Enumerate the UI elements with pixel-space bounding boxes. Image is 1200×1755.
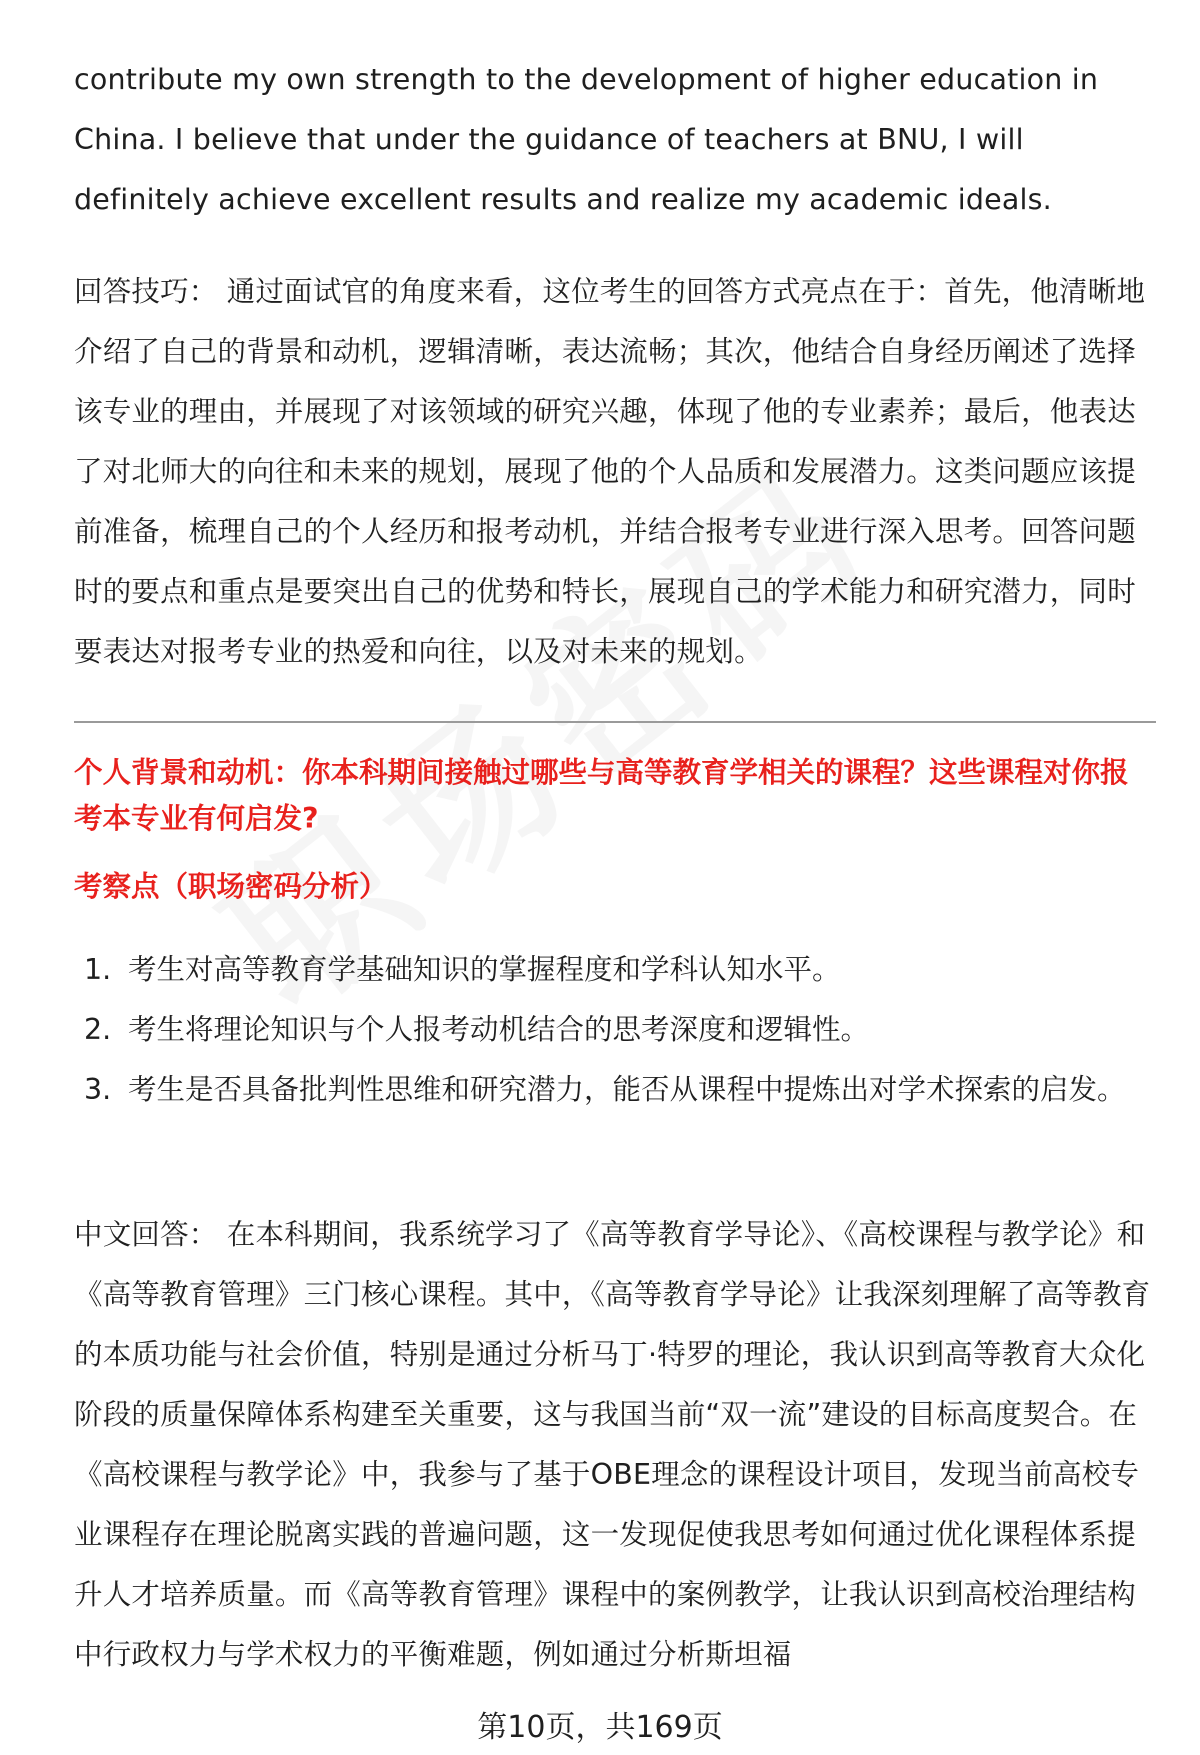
page-footer: 第10页，共169页 (477, 1710, 723, 1745)
list-item (74, 1000, 1154, 1060)
list-item-text: 考生将理论知识与个人报考动机结合的思考深度和逻辑性。 (128, 1013, 870, 1046)
list-item-text: 考生对高等教育学基础知识的掌握程度和学科认知水平。 (128, 953, 841, 986)
assessment-list (74, 940, 1154, 1120)
list-item-number: 3. (84, 1073, 112, 1106)
question-heading: 个人背景和动机：你本科期间接触过哪些与高等教育学相关的课程？这些课程对你报考本专业有何启发? (74, 756, 1129, 835)
list-item-number: 2. (84, 1013, 112, 1046)
list-item (74, 1060, 1154, 1120)
answer-paragraph: 中文回答： 在本科期间，我系统学习了《高等教育学导论》、《高校课程与教学论》和《高等教育管理》三门核心课程。其中，《高等教育学导论》让我深刻理解了高等教育的本质功能与社会价值，特别是通过分析马丁·特罗的理论，我认识到高等教育大众化阶段的质量保障体系构建至关重要，这与我国当前“双一流”建设的目标高度契合。在《高校课程与教学论》中，我参与了基于OBE理念的课程设计项目，发现当前高校专业课程存在理论脱离实践的普遍问题，这一发现促使我思考如何通过优化课程体系提升人才培养质量。而《高等教育管理》课程中的案例教学，让我认识到高校治理结构中行政权力与学术权力的平衡难题，例如通过分析斯坦福 (74, 1218, 1151, 1671)
list-item-text: 考生是否具备批判性思维和研究潜力，能否从课程中提炼出对学术探索的启发。 (128, 1073, 1126, 1106)
list-item-number: 1. (84, 953, 112, 986)
assessment-heading: 考察点（职场密码分析） (74, 870, 388, 903)
intro-paragraph: contribute my own strength to the development of higher education in China. I believe that under the guidance of teachers at BNU, I will definitely achieve excellent results and realize my academic ideals. (74, 63, 1099, 216)
section-divider (74, 721, 1156, 723)
tips-paragraph: 回答技巧： 通过面试官的角度来看，这位考生的回答方式亮点在于：首先，他清晰地介绍了自己的背景和动机，逻辑清晰，表达流畅；其次，他结合自身经历阐述了选择该专业的理由，并展现了对该领域的研究兴趣，体现了他的专业素养；最后，他表达了对北师大的向往和未来的规划，展现了他的个人品质和发展潜力。这类问题应该提前准备，梳理自己的个人经历和报考动机，并结合报考专业进行深入思考。回答问题时的要点和重点是要突出自己的优势和特长，展现自己的学术能力和研究潜力，同时要表达对报考专业的热爱和向往，以及对未来的规划。 (74, 275, 1146, 668)
list-item (74, 940, 1154, 1000)
